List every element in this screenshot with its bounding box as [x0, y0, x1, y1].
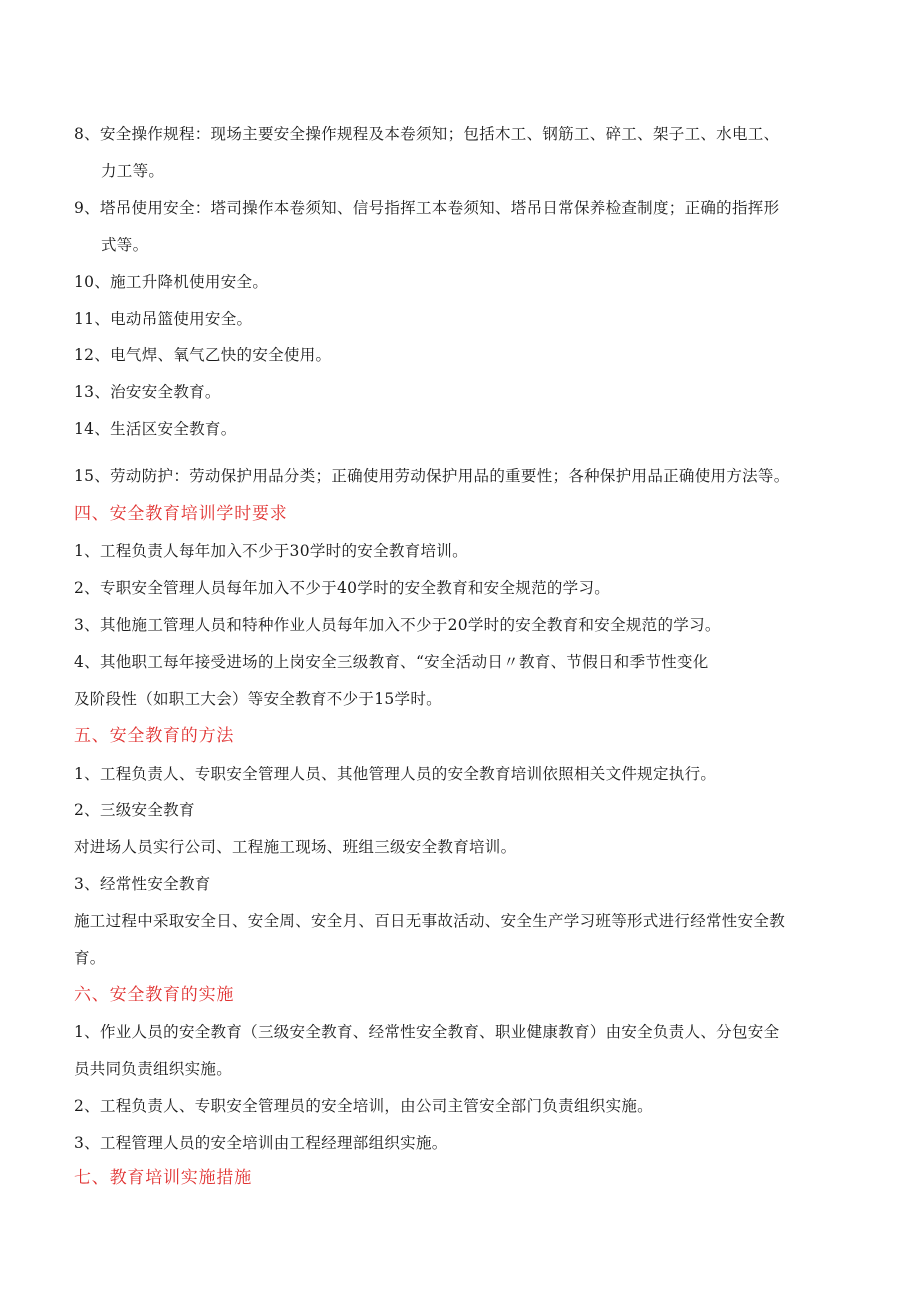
section-6-item-1-line-2: 员共同负责组织实施。 — [74, 1060, 233, 1078]
section-4-item-2: 2、专职安全管理人员每年加入不少于40学时的安全教育和安全规范的学习。 — [74, 579, 611, 597]
section-6-item-2: 2、工程负责人、专职安全管理员的安全培训，由公司主管安全部门负责组织实施。 — [74, 1097, 653, 1115]
section-4-item-4-line-2: 及阶段性（如职工大会）等安全教育不少于15学时。 — [74, 690, 442, 708]
item-14: 14、生活区安全教育。 — [74, 420, 237, 438]
item-9-line-1: 9、塔吊使用安全：塔司操作本卷须知、信号指挥工本卷须知、塔吊日常保养检查制度；正确的指挥形 — [74, 199, 780, 217]
section-4-item-1: 1、工程负责人每年加入不少于30学时的安全教育培训。 — [74, 542, 468, 560]
section-5-item-2: 2、三级安全教育 — [74, 801, 195, 819]
item-8-line-2: 力工等。 — [101, 162, 165, 180]
section-4-heading: 四、安全教育培训学时要求 — [74, 504, 288, 524]
section-7-heading: 七、教育培训实施措施 — [74, 1168, 252, 1188]
item-15: 15、劳动防护：劳动保护用品分类；正确使用劳动保护用品的重要性；各种保护用品正确使用方法等。 — [74, 467, 790, 485]
section-5-item-2-body: 对进场人员实行公司、工程施工现场、班组三级安全教育培训。 — [74, 838, 517, 856]
section-5-heading: 五、安全教育的方法 — [74, 726, 235, 746]
section-5-item-3-body-line-2: 育。 — [74, 949, 106, 967]
section-5-item-3-body-line-1: 施工过程中采取安全日、安全周、安全月、百日无事故活动、安全生产学习班等形式进行经常性安全教 — [74, 912, 786, 930]
section-5-item-1: 1、工程负责人、专职安全管理人员、其他管理人员的安全教育培训依照相关文件规定执行。 — [74, 765, 717, 783]
item-13: 13、治安安全教育。 — [74, 383, 221, 401]
section-6-item-1-line-1: 1、作业人员的安全教育（三级安全教育、经常性安全教育、职业健康教育）由安全负责人、分包安全 — [74, 1023, 780, 1041]
section-6-heading: 六、安全教育的实施 — [74, 985, 235, 1005]
section-5-item-3: 3、经常性安全教育 — [74, 875, 211, 893]
item-9-line-2: 式等。 — [101, 236, 149, 254]
section-6-item-3: 3、工程管理人员的安全培训由工程经理部组织实施。 — [74, 1134, 448, 1152]
section-4-item-3: 3、其他施工管理人员和特种作业人员每年加入不少于20学时的安全教育和安全规范的学习。 — [74, 616, 721, 634]
section-4-item-4-line-1: 4、其他职工每年接受进场的上岗安全三级教育、“安全活动日〃教育、节假日和季节性变化 — [74, 653, 709, 671]
item-10: 10、施工升降机使用安全。 — [74, 273, 269, 291]
item-8-line-1: 8、安全操作规程：现场主要安全操作规程及本卷须知；包括木工、钢筋工、碎工、架子工、水电工、 — [74, 125, 780, 143]
item-11: 11、电动吊篮使用安全。 — [74, 310, 253, 328]
item-12: 12、电气焊、氧气乙快的安全使用。 — [74, 346, 332, 364]
